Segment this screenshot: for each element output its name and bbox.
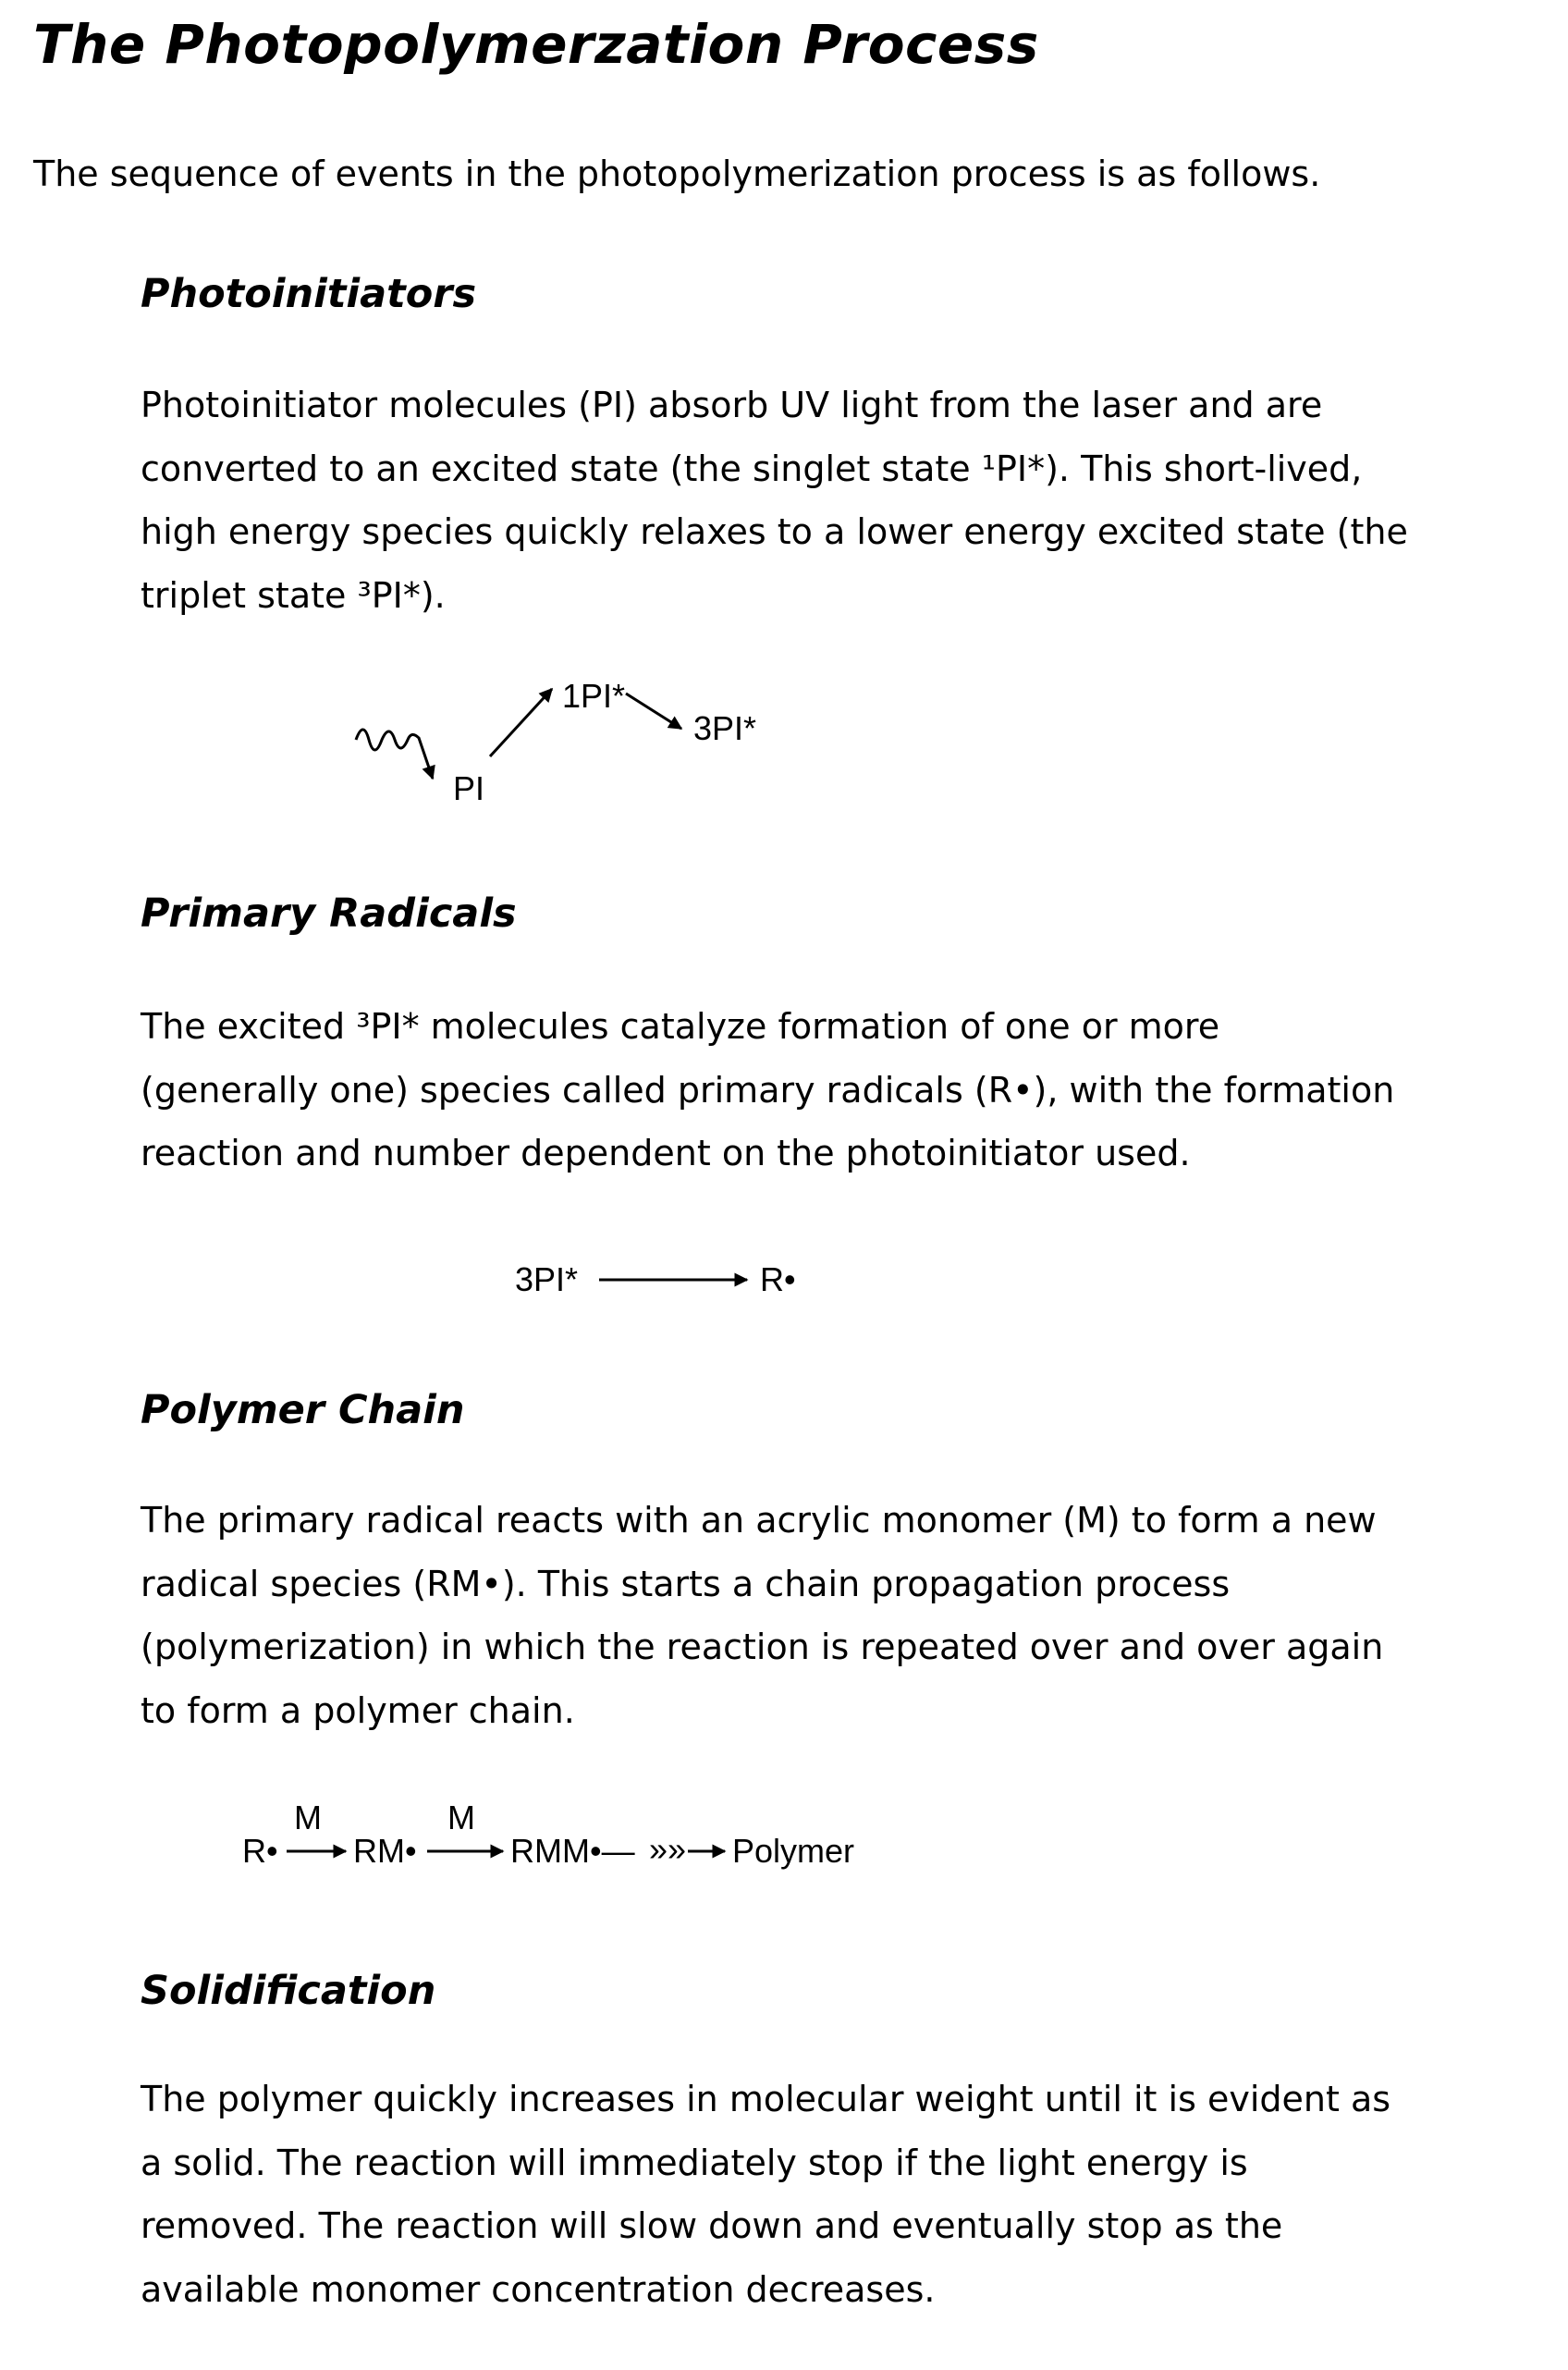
rm-radical-label: RM•	[353, 1832, 417, 1870]
text-line: available monomer concentration decreases.	[141, 2258, 1390, 2322]
text-line: (generally one) species called primary radicals (R•), with the formation	[141, 1059, 1394, 1123]
radical-formation-diagram	[515, 1260, 796, 1298]
heading-primary-radicals: Primary Radicals	[141, 890, 517, 937]
text-line: high energy species quickly relaxes to a lower energy excited state (the	[141, 500, 1408, 564]
text-line: The polymer quickly increases in molecular weight until it is evident as	[141, 2068, 1390, 2131]
photoinitiation-diagram	[356, 677, 756, 807]
text-line: removed. The reaction will slow down and eventually stop as the	[141, 2194, 1390, 2258]
polymer-chain-diagram	[242, 1799, 854, 1870]
text-line: Photoinitiator molecules (PI) absorb UV light from the laser and are	[141, 374, 1408, 437]
relaxation-arrow	[626, 694, 681, 729]
monomer-label: M	[447, 1799, 475, 1836]
radical-label: R•	[242, 1832, 278, 1870]
reaction-diagrams	[0, 0, 1568, 2370]
text-line: radical species (RM•). This starts a chain propagation process	[141, 1553, 1383, 1616]
text-line: The excited ³PI* molecules catalyze formation of one or more	[141, 995, 1394, 1059]
pi-label: PI	[453, 769, 484, 807]
text-line: a solid. The reaction will immediately stop if the light energy is	[141, 2131, 1390, 2195]
heading-photoinitiators: Photoinitiators	[141, 271, 476, 317]
page-title: The Photopolymerzation Process	[33, 13, 1039, 76]
rmm-radical-label: RMM•—	[510, 1832, 635, 1870]
text-line: (polymerization) in which the reaction is repeated over and over again	[141, 1615, 1383, 1679]
polymer-label: Polymer	[732, 1832, 854, 1870]
text-line: triplet state ³PI*).	[141, 564, 1408, 628]
continuation-label: »»	[649, 1830, 686, 1868]
heading-solidification: Solidification	[141, 1968, 435, 2014]
triplet-label: 3PI*	[515, 1260, 578, 1298]
heading-polymer-chain: Polymer Chain	[141, 1387, 465, 1433]
uv-light-wave-icon	[356, 730, 433, 779]
triplet-label: 3PI*	[693, 709, 756, 747]
excitation-arrow	[490, 689, 552, 756]
text-line: reaction and number dependent on the photoinitiator used.	[141, 1122, 1394, 1185]
radical-label: R•	[760, 1260, 796, 1298]
text-line: converted to an excited state (the singlet state ¹PI*). This short-lived,	[141, 437, 1408, 501]
text-line: to form a polymer chain.	[141, 1679, 1383, 1743]
intro-text: The sequence of events in the photopolymerization process is as follows.	[33, 153, 1320, 194]
singlet-label: 1PI*	[562, 677, 625, 715]
monomer-label: M	[294, 1799, 322, 1836]
text-line: The primary radical reacts with an acrylic monomer (M) to form a new	[141, 1489, 1383, 1553]
